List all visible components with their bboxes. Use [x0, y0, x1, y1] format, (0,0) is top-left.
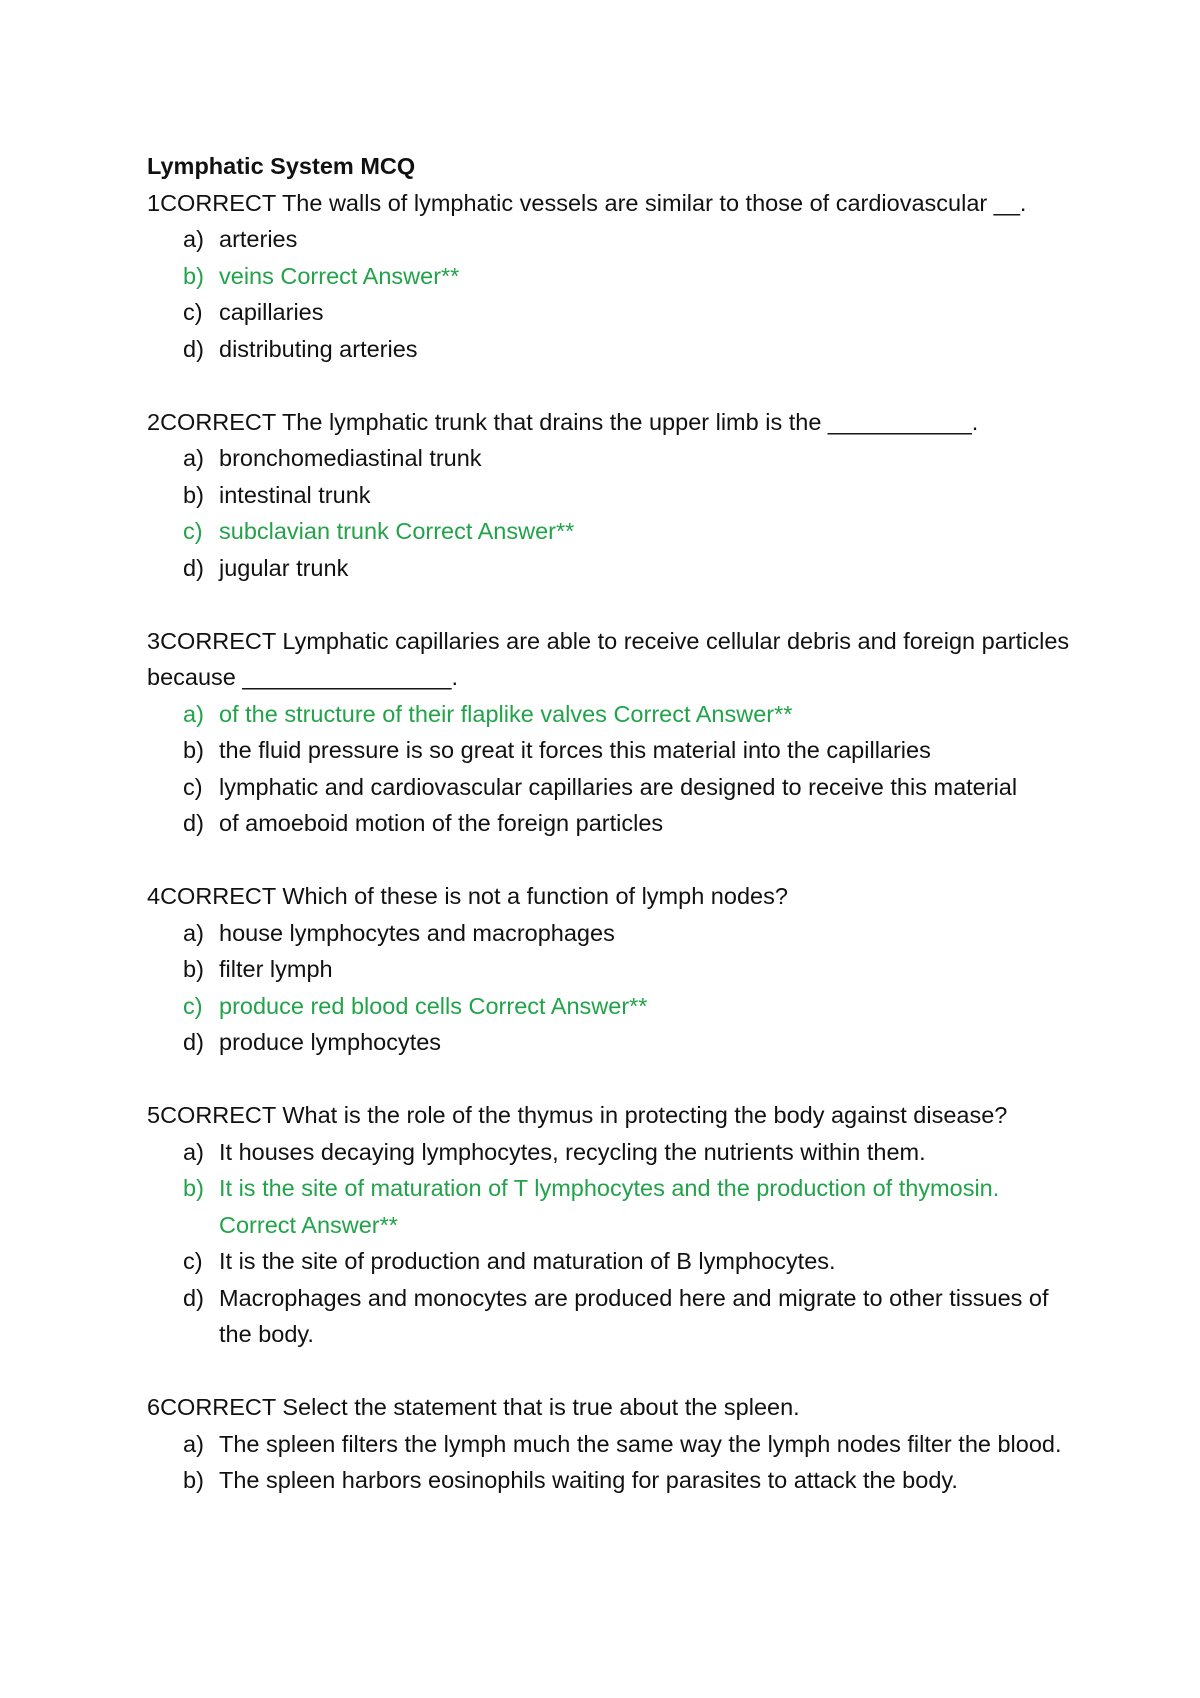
question-2	[147, 404, 1077, 587]
answer-option	[147, 732, 1077, 769]
option-letter: b)	[183, 1467, 204, 1493]
option-letter: d)	[183, 1284, 204, 1311]
option-text: the fluid pressure is so great it forces this material into the capillaries	[219, 737, 931, 763]
answer-option	[147, 1280, 1077, 1353]
question-3	[147, 623, 1077, 842]
option-text: The spleen filters the lymph much the same way the lymph nodes filter the blood.	[219, 1430, 1062, 1457]
question-stem: 2CORRECT The lymphatic trunk that drains the upper limb is the ___________.	[147, 408, 979, 435]
question-stem: 3CORRECT Lymphatic capillaries are able to receive cellular debris and foreign particles because ________________.	[147, 627, 1070, 690]
option-letter: d)	[183, 810, 204, 836]
document-title: Lymphatic System MCQ	[147, 153, 416, 179]
answer-option-correct	[147, 258, 1077, 295]
answer-option	[147, 805, 1077, 842]
answer-option	[147, 1243, 1077, 1280]
answer-options	[147, 440, 1077, 586]
answer-options	[147, 696, 1077, 842]
option-text: The spleen harbors eosinophils waiting for parasites to attack the body.	[219, 1467, 958, 1493]
option-letter: a)	[183, 1138, 204, 1165]
option-letter: b)	[183, 956, 204, 982]
answer-option	[147, 221, 1077, 258]
question-1	[147, 185, 1077, 368]
answer-option	[147, 331, 1077, 368]
option-text: house lymphocytes and macrophages	[219, 919, 615, 946]
option-text: Macrophages and monocytes are produced here and migrate to other tissues of the body.	[219, 1284, 1049, 1347]
question-6	[147, 1389, 1077, 1499]
option-letter: a)	[183, 919, 204, 946]
document-body	[147, 148, 1077, 1535]
option-text: arteries	[219, 226, 298, 252]
answer-option	[147, 1134, 1077, 1171]
question-stem: 4CORRECT Which of these is not a function of lymph nodes?	[147, 883, 788, 909]
option-letter: c)	[183, 299, 203, 325]
answer-option	[147, 951, 1077, 988]
answer-options	[147, 221, 1077, 367]
answer-option	[147, 769, 1077, 806]
option-letter: b)	[183, 1175, 204, 1201]
answer-option	[147, 1462, 1077, 1499]
option-text: lymphatic and cardiovascular capillaries are designed to receive this material	[219, 773, 1018, 800]
option-letter: d)	[183, 1029, 204, 1055]
answer-option	[147, 550, 1077, 587]
answer-options	[147, 915, 1077, 1061]
option-text: distributing arteries	[219, 335, 418, 362]
answer-options	[147, 1426, 1077, 1499]
answer-option-correct	[147, 988, 1077, 1025]
option-letter: c)	[183, 1248, 203, 1274]
question-4	[147, 878, 1077, 1061]
option-text: It is the site of maturation of T lymphocytes and the production of thymosin. Correct Answer**	[219, 1175, 1000, 1238]
option-letter: c)	[183, 773, 203, 800]
answer-option-correct	[147, 513, 1077, 550]
answer-option	[147, 915, 1077, 952]
option-letter: c)	[183, 518, 203, 544]
answer-option-correct	[147, 696, 1077, 733]
option-letter: a)	[183, 1430, 204, 1457]
option-text: of amoeboid motion of the foreign particles	[219, 810, 664, 836]
answer-option	[147, 440, 1077, 477]
option-text: subclavian trunk Correct Answer**	[219, 518, 575, 544]
option-text: of the structure of their flaplike valves Correct Answer**	[219, 700, 793, 727]
question-stem: 6CORRECT Select the statement that is true about the spleen.	[147, 1394, 800, 1420]
answer-option	[147, 294, 1077, 331]
option-letter: d)	[183, 335, 204, 362]
option-text: It houses decaying lymphocytes, recycling the nutrients within them.	[219, 1138, 926, 1165]
answer-option	[147, 1024, 1077, 1061]
option-text: produce red blood cells Correct Answer**	[219, 992, 648, 1019]
option-letter: d)	[183, 554, 204, 581]
option-text: veins Correct Answer**	[219, 262, 460, 289]
option-text: produce lymphocytes	[219, 1029, 442, 1055]
question-list	[147, 185, 1077, 1499]
option-letter: b)	[183, 262, 204, 289]
option-letter: a)	[183, 445, 204, 471]
option-letter: a)	[183, 226, 204, 252]
question-stem: 1CORRECT The walls of lymphatic vessels are similar to those of cardiovascular __.	[147, 189, 1027, 216]
option-text: It is the site of production and maturation of B lymphocytes.	[219, 1248, 836, 1274]
option-letter: a)	[183, 700, 204, 727]
option-text: filter lymph	[219, 956, 333, 982]
option-text: jugular trunk	[219, 554, 349, 581]
option-text: capillaries	[219, 299, 324, 325]
option-text: intestinal trunk	[219, 481, 371, 508]
answer-options	[147, 1134, 1077, 1353]
option-text: bronchomediastinal trunk	[219, 445, 482, 471]
question-stem: 5CORRECT What is the role of the thymus in protecting the body against disease?	[147, 1102, 1008, 1128]
option-letter: b)	[183, 481, 204, 508]
question-5	[147, 1097, 1077, 1353]
answer-option	[147, 477, 1077, 514]
answer-option-correct	[147, 1170, 1077, 1243]
answer-option	[147, 1426, 1077, 1463]
option-letter: c)	[183, 992, 203, 1019]
option-letter: b)	[183, 737, 204, 763]
